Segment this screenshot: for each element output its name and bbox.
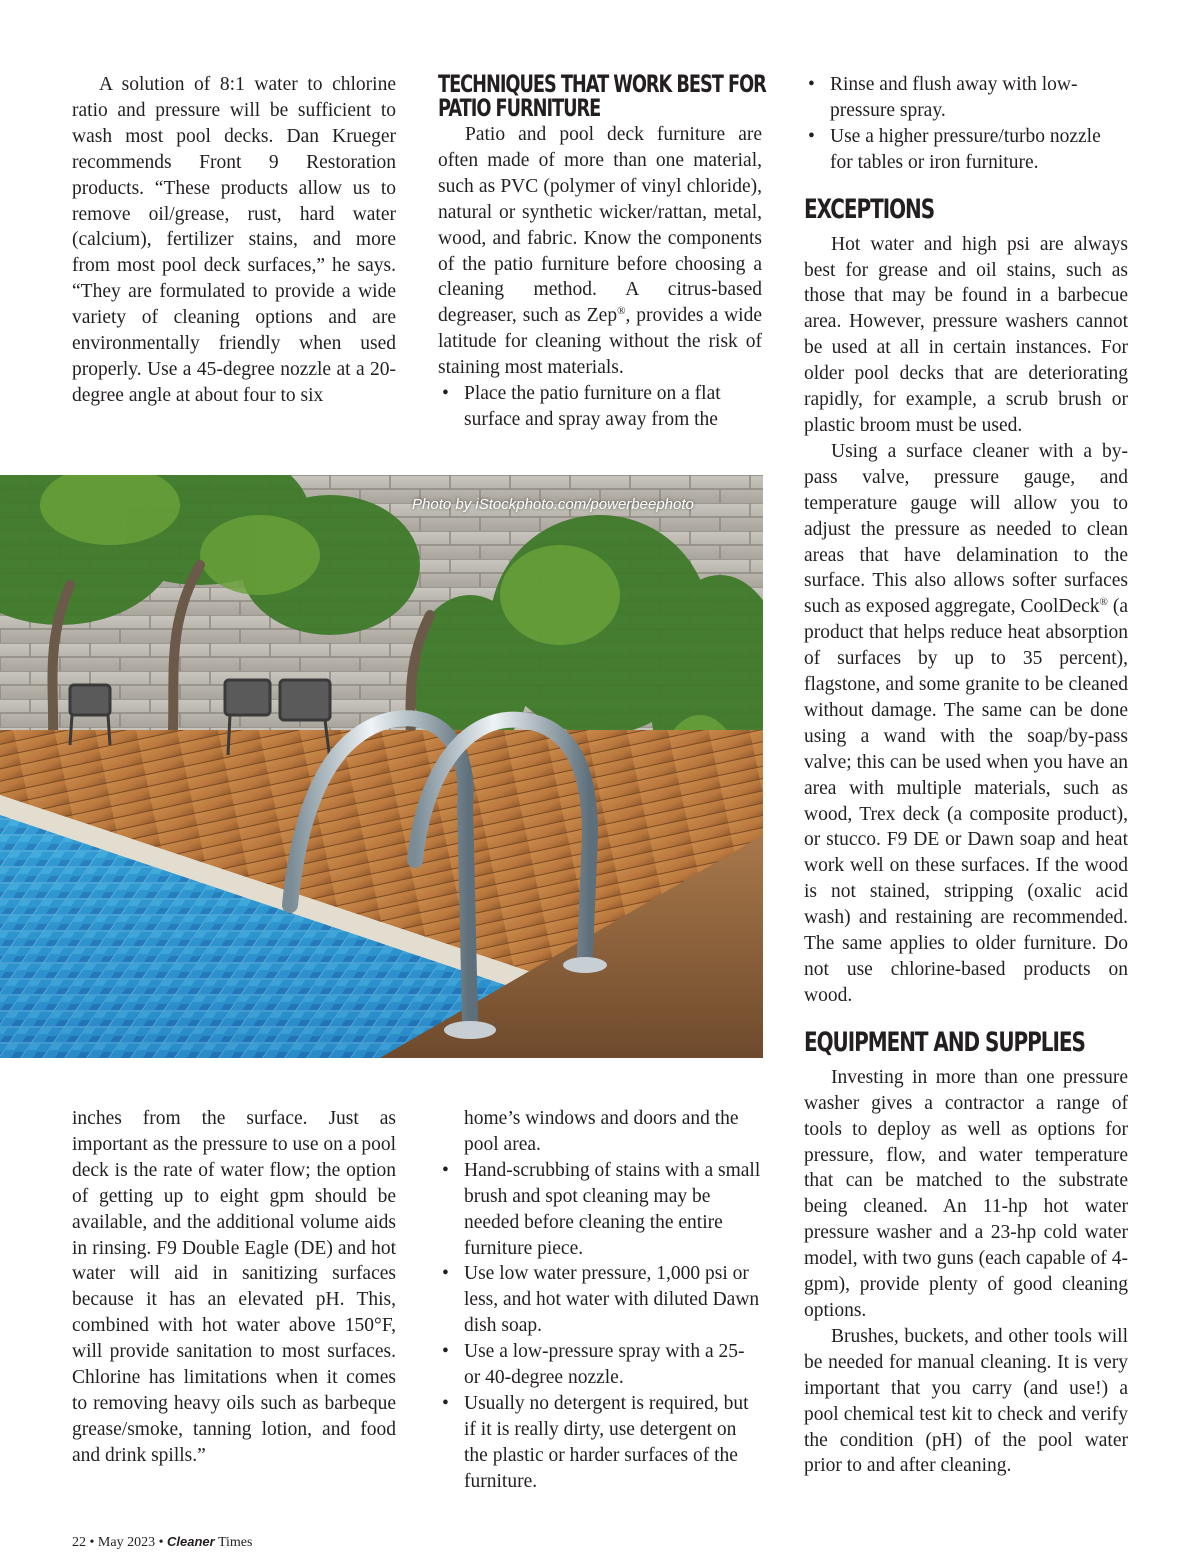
column-2-top bbox=[438, 70, 766, 433]
paragraph: inches from the surface. Just as important as the pressure to use on a pool deck is the rate of water flow; the option of getting up to eight gpm should be available, and the additional volume aids in rinsing. F9 Double Eagle (DE) and hot water will aid in sanitizing surfaces because it has an elevated pH. This, combined with hot water above 150°F, will provide sanitation to most surfaces. Chlorine has limitations when it comes to removing heavy oils such as barbeque grease/smoke, tanning lotion, and food and drink spills.” bbox=[72, 1108, 396, 1466]
section-heading-patio-furniture: TECHNIQUES THAT WORK BEST FOR PATIO FURNITURE bbox=[438, 70, 766, 122]
column-3 bbox=[804, 72, 1128, 1479]
list-item: • Use a low-pressure spray with a 25- or 40-degree nozzle. bbox=[438, 1339, 762, 1391]
list-item: • Rinse and flush away with low-pressure spray. bbox=[804, 72, 1128, 124]
column-2-bottom bbox=[438, 1106, 762, 1495]
list-item: • Usually no detergent is required, but if it is really dirty, use detergent on the plastic or harder surfaces of the furniture. bbox=[438, 1391, 762, 1495]
column-1-top bbox=[72, 72, 396, 409]
paragraph: A solution of 8:1 water to chlorine ratio and pressure will be sufficient to wash most pool decks. Dan Krueger recommends Front 9 Restoration products. “These products allow us to remove oil/grease, rust, hard water (calcium), fertilizer stains, and more from most pool deck surfaces,” he says. “They are formulated to provide a wide variety of cleaning options and are environmentally friendly when used properly. Use a 45-degree nozzle at a 20-degree angle at about four to six bbox=[72, 74, 396, 406]
publication-brand: Cleaner bbox=[166, 1534, 215, 1549]
section-heading-equipment: EQUIPMENT AND SUPPLIES bbox=[804, 1026, 1085, 1058]
pool-photo bbox=[0, 475, 763, 1058]
column-1-bottom bbox=[72, 1106, 396, 1469]
list-item-continuation: home’s windows and doors and the pool area. bbox=[464, 1108, 739, 1155]
paragraph: Brushes, buckets, and other tools will be needed for manual cleaning. It is very important that you carry (and use!) a pool chemical test kit to check and verify the condition (pH) of the pool water prior to and after cleaning. bbox=[804, 1325, 1128, 1477]
paragraph: Investing in more than one pressure washer gives a contractor a range of tools to deploy as well as options for pressure, flow, and water temperature that can be matched to the substrate being cleaned. An 11-hp hot water pressure washer and a 23-hp cold water model, with two guns (each capable of 4-gpm), provide plenty of good cleaning options. bbox=[804, 1066, 1128, 1321]
list-item: • Hand-scrubbing of stains with a small brush and spot cleaning may be needed before cleaning the entire furniture piece. bbox=[438, 1158, 762, 1262]
publication-brand-suffix: Times bbox=[217, 1535, 253, 1550]
paragraph: Hot water and high psi are always best for grease and oil stains, such as those that may be found in a barbecue area. However, pressure washers cannot be used at all in certain instances. For older pool decks that are deteriorating rapidly, for example, a scrub brush or plastic broom must be used. bbox=[804, 233, 1128, 436]
bullet-list bbox=[438, 1158, 762, 1495]
page-number: 22 bbox=[72, 1535, 86, 1550]
page-footer: 22 • May 2023 • Cleaner Times bbox=[72, 1534, 253, 1550]
issue-date: May 2023 bbox=[97, 1535, 156, 1550]
list-item: • Place the patio furniture on a flat surface and spray away from the bbox=[438, 381, 762, 433]
paragraph: Patio and pool deck furniture are often made of more than one material, such as PVC (polymer of vinyl chloride), natural or synthetic wicker/rattan, metal, wood, and fabric. Know the components of the patio furniture before choosing a cleaning method. A citrus-based degreaser, such as Zep®, provides a wide latitude for cleaning without the risk of staining most materials. bbox=[438, 124, 762, 379]
paragraph: Using a surface cleaner with a by-pass valve, pressure gauge, and temperature gauge will allow you to adjust the pressure as needed to clean areas that have delamination to the surface. This also allows softer surfaces such as exposed aggregate, CoolDeck® (a product that helps reduce heat absorption of surfaces by up to 35 percent), flagstone, and some granite to be cleaned without damage. The same can be done using a wand with the soap/by-pass valve; this can be used when you have an area with multiple materials, such as wood, Trex deck (a composite product), or stucco. F9 DE or Dawn soap and heat work well on these surfaces. If the wood is not stained, stripping (oxalic acid wash) and restaining are recommended. The same applies to older furniture. Do not use chlorine-based products on wood. bbox=[804, 440, 1128, 1006]
list-item: • Use a higher pressure/turbo nozzle for tables or iron furniture. bbox=[804, 124, 1128, 176]
list-item: • Use low water pressure, 1,000 psi or less, and hot water with diluted Dawn dish soap. bbox=[438, 1261, 762, 1339]
bullet-list bbox=[438, 381, 762, 433]
section-heading-exceptions: EXCEPTIONS bbox=[804, 193, 935, 225]
photo-credit: Photo by iStockphoto.com/powerbeephoto bbox=[412, 496, 694, 513]
bullet-list bbox=[804, 72, 1128, 176]
